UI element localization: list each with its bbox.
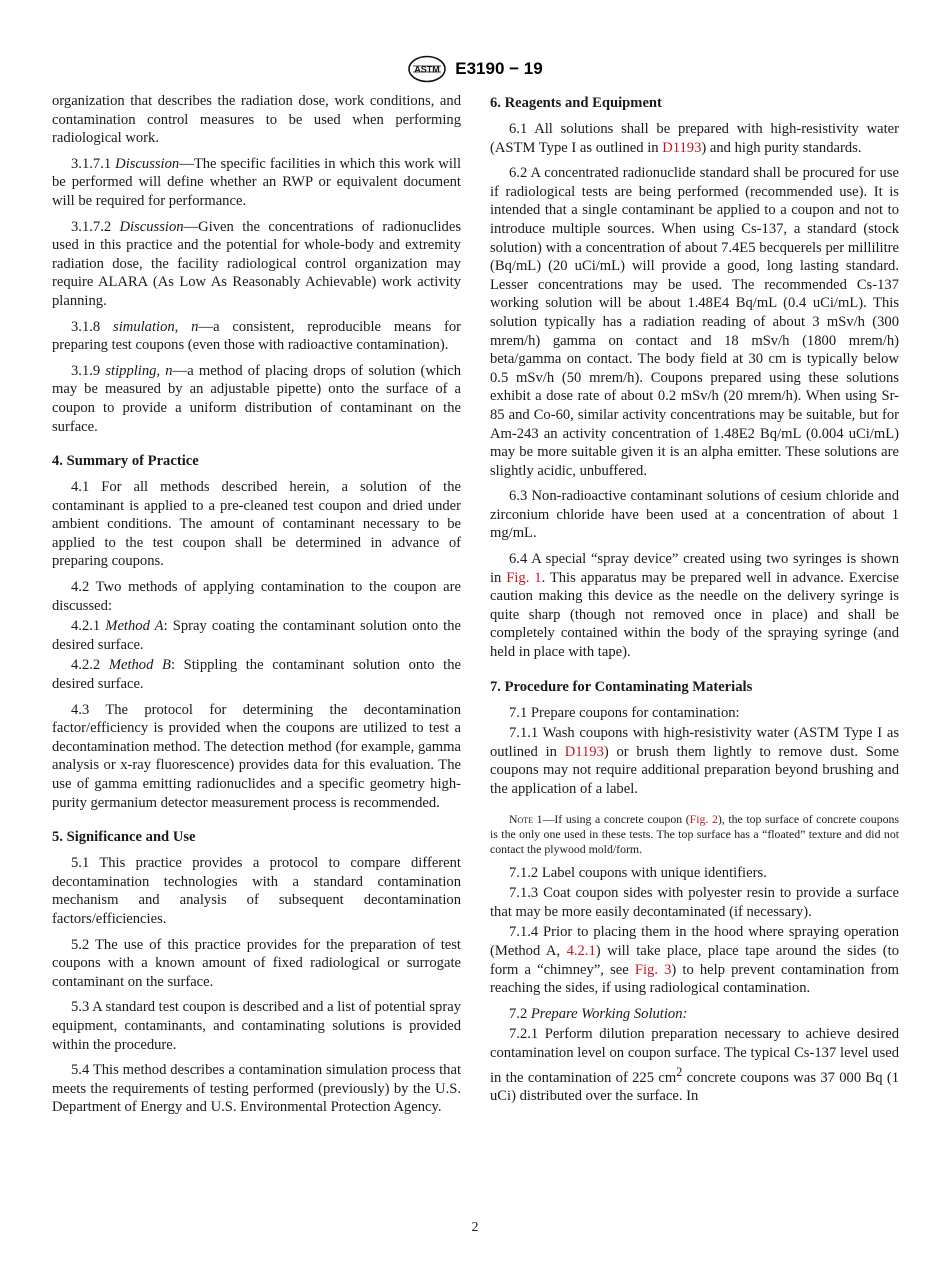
clause-number: 3.1.7.2 [71,218,120,235]
clause-text: 7.2.1 Perform dilution preparation necessary to achieve desired contamination level on coupon surface. The typical Cs-137 level used in the contamination of 225 cm [490,1026,899,1086]
clause-term: Method B [108,657,171,674]
clause-text: ) or brush them lightly to remove dust. Some coupons may not require additional preparation beyond brushing and the application of a label. [490,743,899,797]
section-heading-6: 6. Reagents and Equipment [490,95,662,111]
clause-text: . This apparatus may be prepared well in advance. Exercise caution making this device as the needle on the delivery syringe is quite sharp (though not removed once in place) and shall be completely contained within the body of the spraying syringe (and held in place with tape). [490,569,899,661]
paragraph-5-4: 5.4 This method describes a contamination simulation process that meets the requirements of testing performed (previously) by the U.S. Department of Energy and U.S. Environmental Protection Agency. [52,1062,461,1116]
clause-term: stippling, n [105,362,173,379]
clause-text: ) to help prevent contamination from reaching the sides, if using radiological contamination. [490,961,899,997]
paragraph-4-3: 4.3 The protocol for determining the decontamination factor/efficiency is provided when the coupons are utilized to test a decontamination method. The detection method (for example, gamma analysis or x-ray fluorescence) provides data for this evaluation. The use of gamma emitting radionuclides and a specific geometry high-purity germanium detector measurement process is recommended. [52,701,461,811]
paragraph-7-1: 7.1 Prepare coupons for contamination: [509,704,740,721]
paragraph-5-2: 5.2 The use of this practice provides for the preparation of test coupons with a known amount of fixed radiological or surrogate contaminant on the surface. [52,936,461,990]
paragraph-4-2-1 [52,617,461,654]
paragraph-7-1-2: 7.1.2 Label coupons with unique identifiers. [509,864,767,881]
figure-link-fig-2[interactable]: Fig. 2 [689,811,718,826]
clause-text: ) will take place, place tape around the sides (to form a “chimney”, see [490,942,899,978]
section-heading-7: 7. Procedure for Contaminating Materials [490,678,753,695]
paragraph-4-2: 4.2 Two methods of applying contamination to the coupon are discussed: [52,579,461,614]
paragraph-6-4 [490,550,899,662]
reference-link-d1193[interactable]: D1193 [564,743,604,760]
clause-number: 4.2.2 [71,657,109,674]
clause-text: 7.1.4 Prior to placing them in the hood where spraying operation (Method A, [490,924,899,959]
paragraph-7-1-1 [490,724,899,798]
clause-text: concrete coupons was 37 000 Bq (1 uCi) distributed over the surface. In [490,1069,899,1104]
clause-text: —a consistent, reproducible means for preparing test coupons (even those with radioactive contamination). [52,318,461,354]
figure-link-fig-1[interactable]: Fig. 1 [506,569,542,586]
paragraph-6-2: 6.2 A concentrated radionuclide standard shall be procured for use if radiological tests are being performed (recommended use). It is intended that a single contaminant be applied to a coupon and not to introduce multiple sources. When using Cs-137, a standard (stock solution) with a concentration of about 7.4E5 becquerels per millilitre (Bq/mL) (20 uCi/mL) will provide a good, long lasting standard. Lesser concentrations may be used. The recommended Cs-137 working solution will be about 1.48E4 Bq/mL (0.4 uCi/mL). This solution typically has a radiation reading of about 3 mSv/h (300 mrem/h) gamma on contact and 18 mSv/h (1800 mrem/h) beta/gamma on contact. The body field at 30 cm is typically below 0.5 mSv/h (50 mrem/h). Coupons prepared using these solutions exhibit a dose rate of about 0.2 mSv/h (20 mrem/h). When using Sr-85 and Co-60, similar activity concentrations may be suitable, but for Am-243 an activity concentration of 1.48E2 Bq/mL (0.004 uCi/mL) may be more suitable given it is an alpha emitter. These solutions are slightly acidic, unbuffered. [490,165,899,479]
clause-number: 7.2 [509,1005,531,1022]
clause-text: 6.1 All solutions shall be prepared with high-resistivity water (ASTM Type I as outlined in [490,121,899,156]
clause-term: Prepare Working Solution: [530,1005,688,1022]
clause-number: 3.1.9 [71,362,106,379]
right-column [490,92,899,1113]
superscript: 2 [676,1064,683,1079]
clause-term: Discussion [119,218,184,235]
clause-text: —Given the concentrations of radionuclides used in this practice and the potential for whole-body and extremity radiation dose, the facility radiological control organization may require ALARA (As Low As Reasonably Achievable) work activity planning. [52,218,461,309]
paragraph-4-1: 4.1 For all methods described herein, a solution of the contaminant is applied to a pre-cleaned test coupon and dried under ambient conditions. The amount of contaminant necessary to be applied to the test coupon shall be determined in advance of preparing coupons. [52,479,461,570]
clause-text: : Spray coating the contaminant solution onto the desired surface. [52,618,461,653]
clause-number: 3.1.7.1 [71,155,116,172]
note-text: —If using a concrete coupon ( [542,811,690,826]
paragraph-7-1-3: 7.1.3 Coat coupon sides with polyester resin to provide a surface that may be more easily decontaminated (if necessary). [490,885,899,920]
paragraph-3-1-7-continued: organization that describes the radiation dose, work conditions, and contamination control measures to be used when performing radiological work. [52,93,461,147]
note-1 [490,812,899,857]
clause-number: 3.1.8 [71,318,114,335]
page-number: 2 [471,1220,479,1235]
section-heading-4: 4. Summary of Practice [52,453,199,470]
paragraph-7-2-1 [490,1025,899,1105]
clause-text: —The specific facilities in which this work will be performed will define whether an RWP or equivalent document will be required for performance. [52,155,462,209]
document-id: E3190 − 19 [455,59,543,78]
clause-text: —a method of placing drops of solution (which may be measured by an adjustable pipette) onto the surface of a coupon to provide a uniform distribution of contaminant on the surface. [52,362,461,435]
clause-term: simulation, n [113,318,199,335]
clause-term: Discussion [115,155,180,172]
astm-logo-icon [407,55,447,83]
paragraph-3-1-9 [52,362,461,436]
left-column [52,92,461,1124]
paragraph-3-1-8 [52,318,461,355]
section-heading-5: 5. Significance and Use [52,829,196,846]
clause-number: 4.2.1 [71,618,106,635]
paragraph-5-3: 5.3 A standard test coupon is described and a list of potential spray equipment, contaminants, and contaminating solutions is provided within the procedure. [52,999,461,1053]
clause-text: 6.4 A special “spray device” created using two syringes is shown in [490,551,899,586]
clause-term: Method A [105,618,164,635]
reference-link-d1193[interactable]: D1193 [662,139,702,156]
section-link-4-2-1[interactable]: 4.2.1 [566,942,596,959]
paragraph-4-2-2 [52,656,461,693]
logo-text: ASTM [414,64,441,75]
paragraph-7-1-4 [490,923,899,997]
clause-text: : Stippling the contaminant solution onto the desired surface. [52,657,461,693]
figure-link-fig-3[interactable]: Fig. 3 [634,961,672,978]
clause-text: ) and high purity standards. [701,139,862,156]
paragraph-5-1: 5.1 This practice provides a protocol to compare different decontamination technologies with a standard contamination mechanism and analysis of subsequent decontamination factors/efficiencies. [52,855,461,927]
note-label: Note 1 [509,811,543,826]
paragraph-3-1-7-1 [52,155,461,211]
paragraph-6-1 [490,120,899,157]
paragraph-3-1-7-2 [52,218,461,311]
paragraph-7-2 [490,1005,899,1024]
paragraph-6-3: 6.3 Non-radioactive contaminant solutions of cesium chloride and zirconium chloride have been used at a concentration of about 1 mg/mL. [490,488,899,542]
clause-text: 7.1.1 Wash coupons with high-resistivity water (ASTM Type I as outlined in [490,725,899,760]
page-header [0,54,950,84]
note-text: ), the top surface of concrete coupons is the only one used in these tests. The top surface has a “floated” texture and did not contact the plywood mold/form. [490,811,899,856]
